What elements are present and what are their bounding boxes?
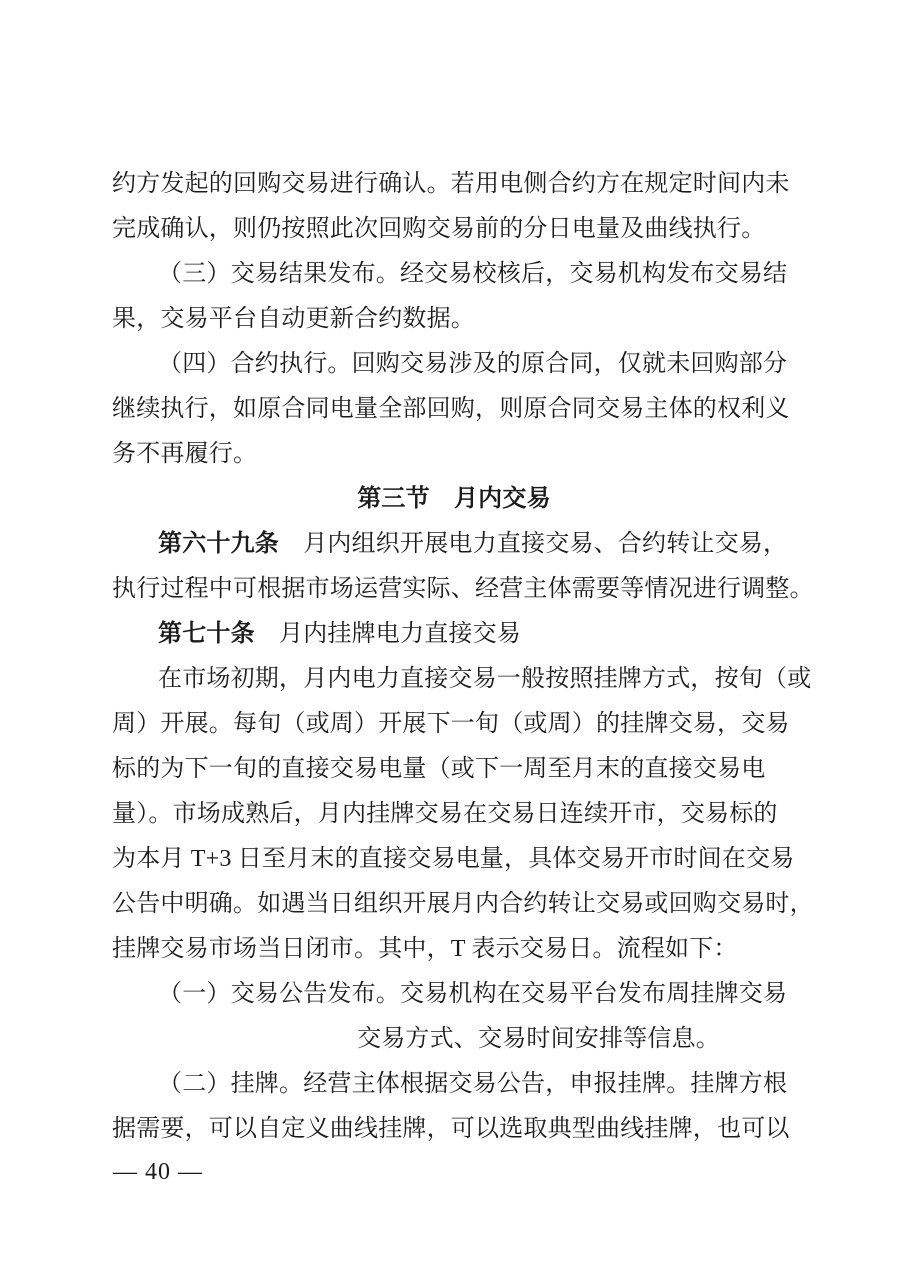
document-body xyxy=(112,162,814,1152)
text-line: 约方发起的回购交易进行确认。若用电侧合约方在规定时间内未 xyxy=(112,171,790,197)
hanging-indent-line: 交易方式、交易时间安排等信息。 xyxy=(357,1026,720,1052)
text-line: 挂牌交易市场当日闭市。其中，T 表示交易日。流程如下： xyxy=(112,936,738,962)
text-line: 标的为下一旬的直接交易电量（或下一周至月末的直接交易电 xyxy=(112,756,766,782)
text-line: 继续执行，如原合同电量全部回购，则原合同交易主体的权利义 xyxy=(112,396,790,422)
article-number: 第六十九条 xyxy=(158,531,279,557)
paragraph-line: （一）交易公告发布。交易机构在交易平台发布周挂牌交易 xyxy=(158,981,788,1007)
page-number: — 40 — xyxy=(113,1159,203,1185)
paragraph-line: （三）交易结果发布。经交易校核后，交易机构发布交易结 xyxy=(158,261,788,287)
paragraph-line: （四）合约执行。回购交易涉及的原合同，仅就未回购部分 xyxy=(158,351,788,377)
section-heading: 第三节 月内交易 xyxy=(357,486,551,512)
article-text: 月内组织开展电力直接交易、合约转让交易， xyxy=(279,531,788,557)
text-line: 完成确认，则仍按照此次回购交易前的分日电量及曲线执行。 xyxy=(112,216,766,242)
article-number: 第七十条 xyxy=(158,621,255,647)
paragraph-line: （二）挂牌。经营主体根据交易公告，申报挂牌。挂牌方根 xyxy=(158,1071,788,1097)
text-line: 公告中明确。如遇当日组织开展月内合约转让交易或回购交易时， xyxy=(112,891,814,917)
text-line: 务不再履行。 xyxy=(112,441,258,467)
text-line: 果，交易平台自动更新合约数据。 xyxy=(112,306,475,332)
text-line: 量）。市场成熟后，月内挂牌交易在交易日连续开市，交易标的 xyxy=(112,801,778,827)
text-line: 据需要，可以自定义曲线挂牌，可以选取典型曲线挂牌，也可以 xyxy=(112,1116,790,1142)
text-line: 为本月 T+3 日至月末的直接交易电量，具体交易开市时间在交易 xyxy=(112,846,795,872)
text-line: 执行过程中可根据市场运营实际、经营主体需要等情况进行调整。 xyxy=(112,576,814,602)
paragraph-line: 在市场初期，月内电力直接交易一般按照挂牌方式，按旬（或 xyxy=(158,666,812,692)
paragraph-line xyxy=(112,522,796,567)
paragraph-line xyxy=(112,612,796,657)
text-line: 周）开展。每旬（或周）开展下一旬（或周）的挂牌交易，交易 xyxy=(112,711,790,737)
article-text: 月内挂牌电力直接交易 xyxy=(254,621,522,647)
